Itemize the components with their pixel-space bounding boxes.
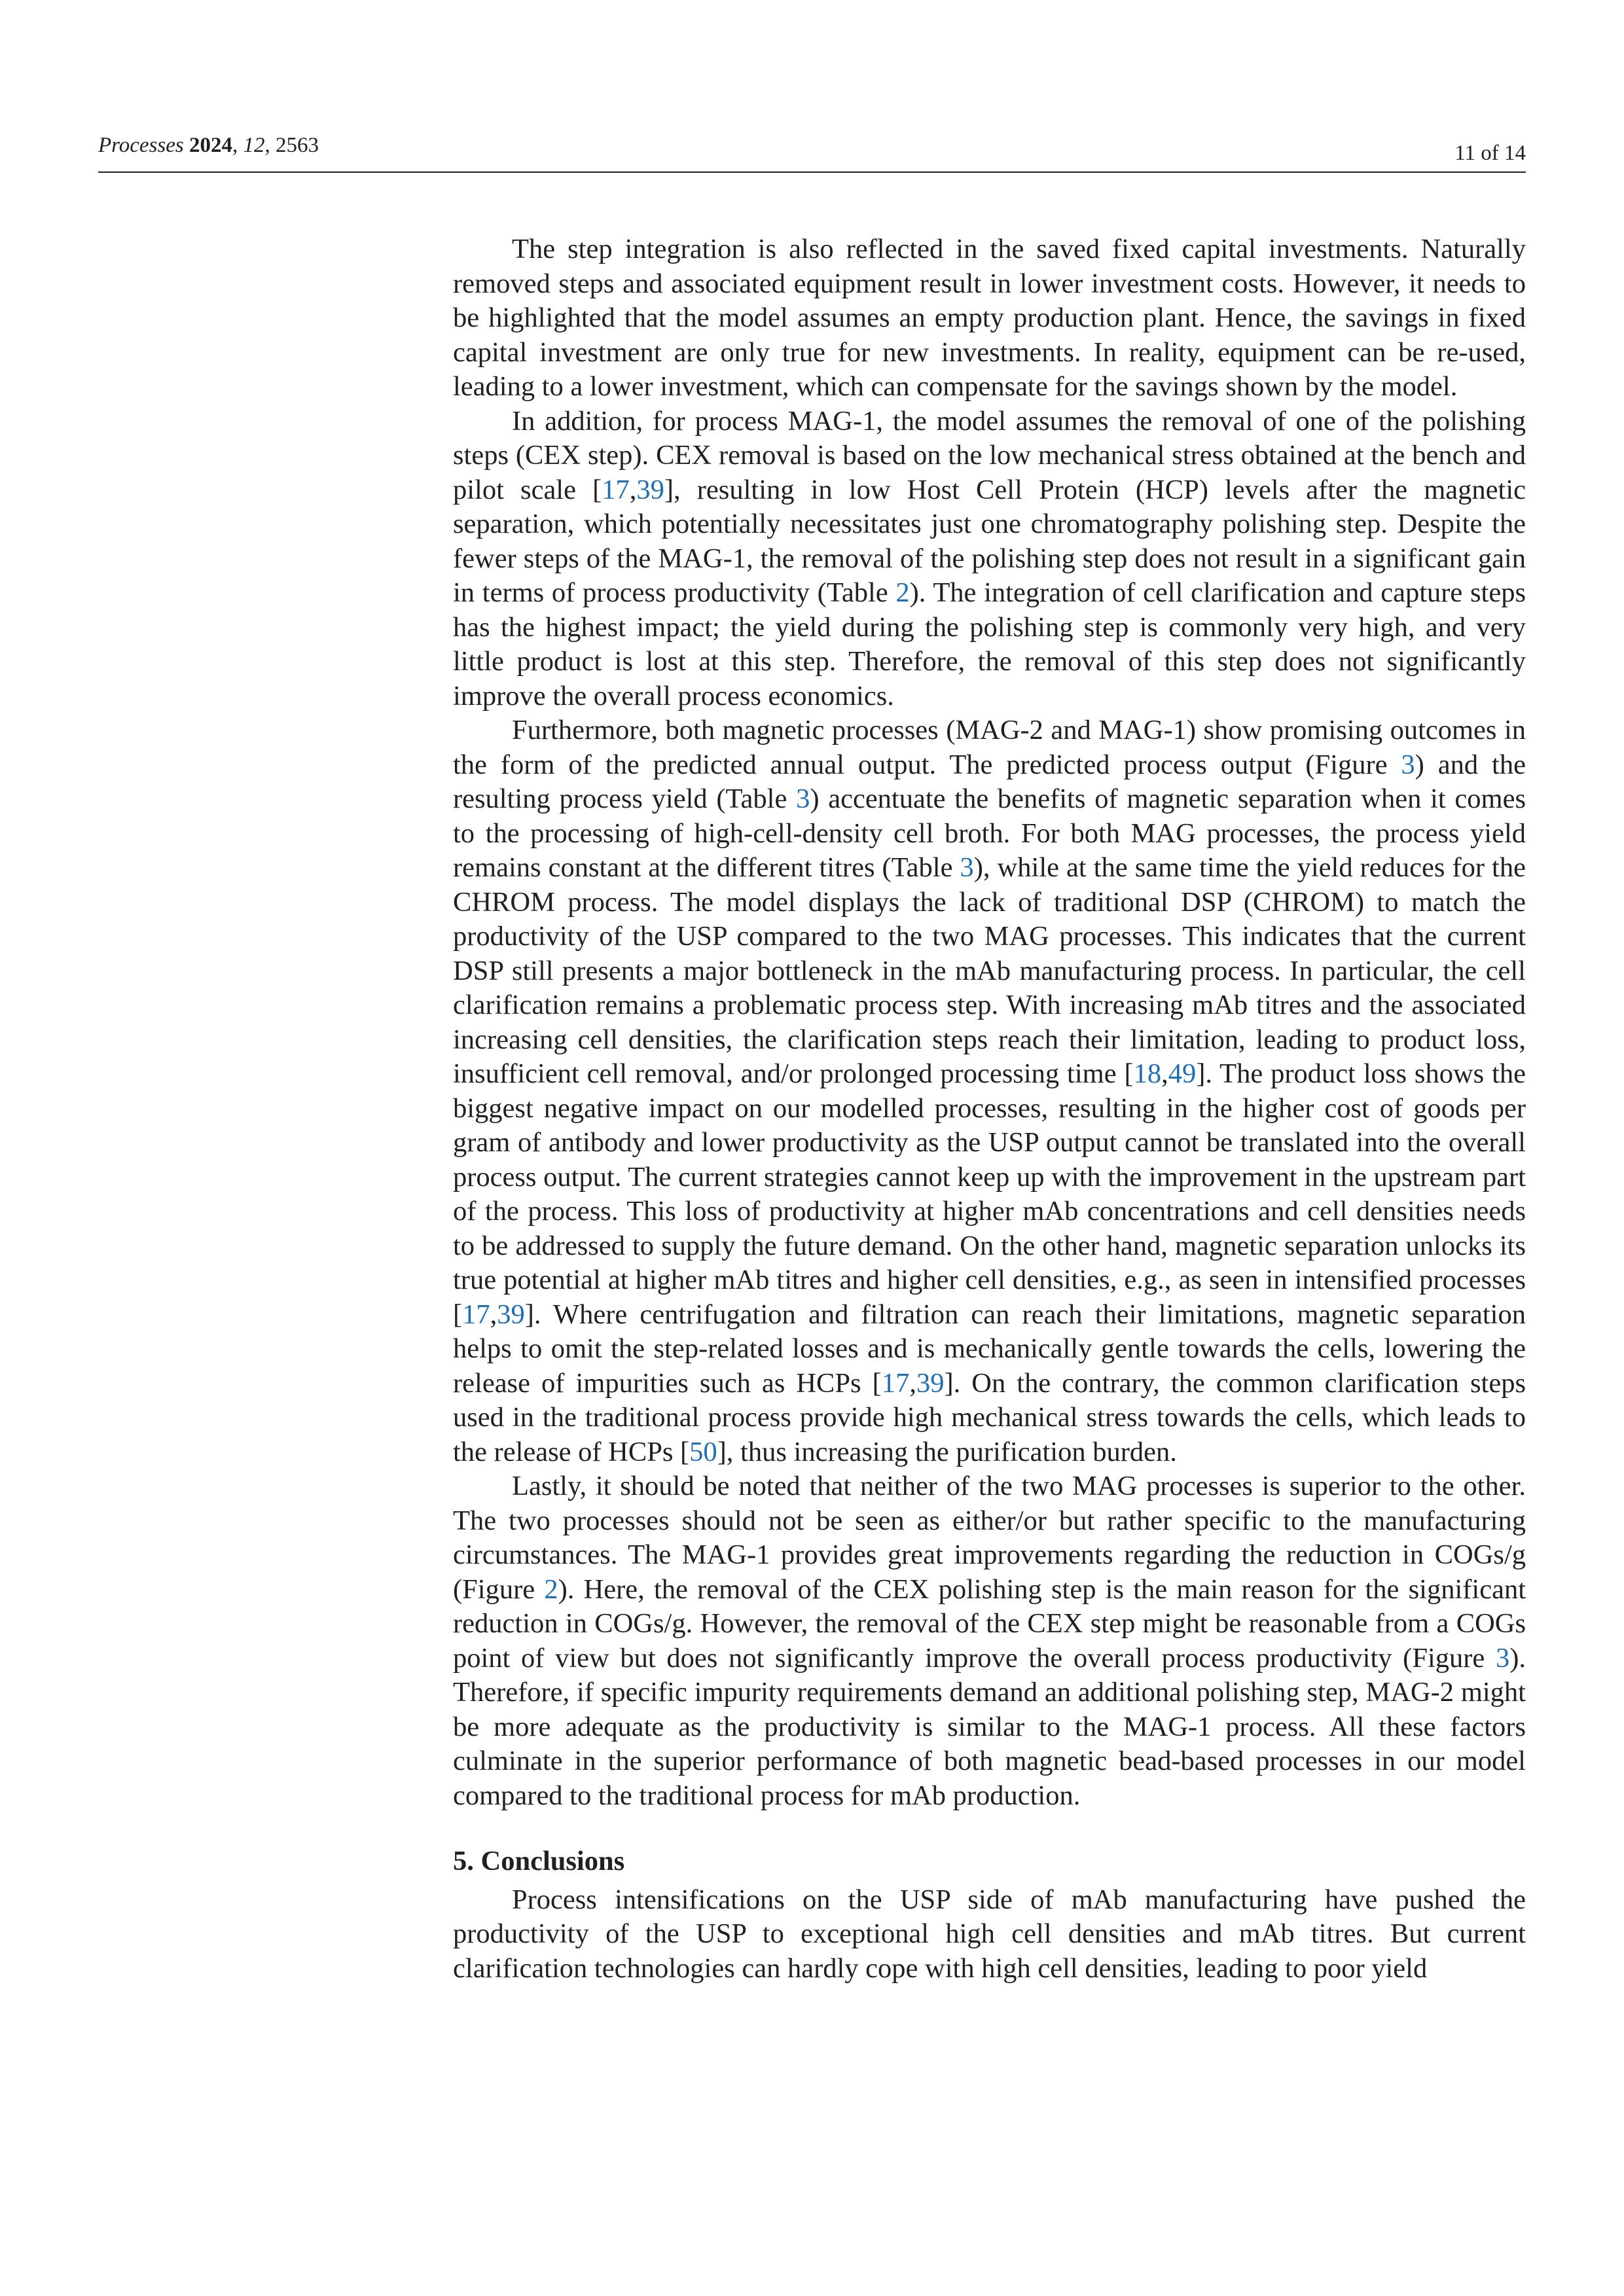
- conclusions-paragraphs: [453, 1883, 1526, 1986]
- paragraph-text: ,: [1161, 1058, 1168, 1089]
- paragraph-text: The step integration is also reflected in the saved fixed capital investments. Naturally removed steps and associated equipment result in lower investment costs. However, it needs to be highlighted that the model assumes an empty production plant. Hence, the savings in fixed capital investment are only true for new investments. In reality, equipment can be re-used, leading to a lower investment, which can compensate for the savings shown by the model.: [453, 234, 1526, 402]
- paragraph-text: Process intensifications on the USP side of mAb manufacturing have pushed the productivity of the USP to exceptional high cell densities and mAb titres. But current clarification technologies can hardly cope with high cell densities, leading to poor yield: [453, 1884, 1526, 1984]
- journal-name: Processes: [98, 134, 184, 157]
- section-heading: 5. Conclusions: [453, 1846, 625, 1876]
- citation-link[interactable]: 50: [689, 1436, 717, 1467]
- journal-citation: Processes 2024, 12, 2563: [98, 134, 319, 157]
- citation-link[interactable]: 3: [1401, 749, 1415, 780]
- paragraph-text: ]. Where centrifugation and filtration can reach their limitations, magnetic separation helps to omit the step-related losses and is mechanically gentle towards the cells, lowering the release of impurities such as HCPs [: [453, 1299, 1526, 1399]
- citation-link[interactable]: 18: [1133, 1058, 1162, 1089]
- paragraph-text: ,: [490, 1299, 497, 1330]
- paragraph-text: Lastly, it should be noted that neither of the two MAG processes is superior to the other. The two processes should not be seen as either/or but rather specific to the manufacturing circumstances. The MAG-1 provides great improvements regarding the reduction in COGs/g (Figure: [453, 1471, 1526, 1605]
- journal-volume: 12: [243, 134, 265, 157]
- paragraph: [453, 1469, 1526, 1813]
- page-header: [98, 132, 1526, 173]
- citation-link[interactable]: 39: [916, 1367, 945, 1399]
- citation-link[interactable]: 3: [796, 783, 810, 814]
- citation-link[interactable]: 17: [881, 1367, 910, 1399]
- paragraph-text: ) and the resulting process yield (Table: [453, 749, 1526, 814]
- paragraph-text: Furthermore, both magnetic processes (MAG-2 and MAG-1) show promising outcomes in the form of the predicted annual output. The predicted process output (Figure: [453, 715, 1526, 780]
- paragraph-text: ,: [909, 1367, 916, 1399]
- paragraph-text: ,: [629, 474, 637, 505]
- paragraph-text: ]. On the contrary, the common clarification steps used in the traditional process provide high mechanical stress towards the cells, which leads to the release of HCPs [: [453, 1367, 1526, 1467]
- paragraph-text: ], resulting in low Host Cell Protein (HCP) levels after the magnetic separation, which potentially necessitates just one chromatography polishing step. Despite the fewer steps of the MAG-1, the removal of the polishing step does not result in a significant gain in terms of process productivity (Table: [453, 474, 1526, 608]
- citation-link[interactable]: 2: [895, 577, 910, 608]
- discussion-paragraphs: [453, 232, 1526, 1813]
- citation-link[interactable]: 17: [462, 1299, 490, 1330]
- citation-link[interactable]: 39: [497, 1299, 525, 1330]
- paragraph: [453, 404, 1526, 714]
- article-body: [453, 232, 1526, 1986]
- page-number: 11 of 14: [1454, 141, 1526, 165]
- paragraph-text: ], thus increasing the purification burden.: [717, 1436, 1177, 1467]
- paragraph-text: ) accentuate the benefits of magnetic separation when it comes to the processing of high-cell-density cell broth. For both MAG processes, the process yield remains constant at the different titres (Table: [453, 783, 1526, 883]
- paragraph-text: ]. The product loss shows the biggest negative impact on our modelled processes, resulting in the higher cost of goods per gram of antibody and lower productivity as the USP output cannot be translated into the overall process output. The current strategies cannot keep up with the improvement in the upstream part of the process. This loss of productivity at higher mAb concentrations and cell densities needs to be addressed to supply the future demand. On the other hand, magnetic separation unlocks its true potential at higher mAb titres and higher cell densities, e.g., as seen in intensified processes [: [453, 1058, 1526, 1330]
- paragraph: [453, 1883, 1526, 1986]
- citation-link[interactable]: 3: [1495, 1642, 1510, 1674]
- paragraph-text: In addition, for process MAG-1, the model assumes the removal of one of the polishing steps (CEX step). CEX removal is based on the low mechanical stress obtained at the bench and pilot scale [: [453, 405, 1526, 505]
- paragraph: [453, 713, 1526, 1469]
- citation-link[interactable]: 2: [544, 1573, 558, 1605]
- article-number: 2563: [276, 134, 319, 157]
- paragraph-text: ). Here, the removal of the CEX polishing step is the main reason for the significant reduction in COGs/g. However, the removal of the CEX step might be reasonable from a COGs point of view but does not significantly improve the overall process productivity (Figure: [453, 1573, 1526, 1674]
- paragraph-text: ). The integration of cell clarification and capture steps has the highest impact; the yield during the polishing step is commonly very high, and very little product is lost at this step. Therefore, the removal of this step does not significantly improve the overall process economics.: [453, 577, 1526, 711]
- paragraph-text: ), while at the same time the yield reduces for the CHROM process. The model displays the lack of traditional DSP (CHROM) to match the productivity of the USP compared to the two MAG processes. This indicates that the current DSP still presents a major bottleneck in the mAb manufacturing process. In particular, the cell clarification remains a problematic process step. With increasing mAb titres and the associated increasing cell densities, the clarification steps reach their limitation, leading to product loss, insufficient cell removal, and/or prolonged processing time [: [453, 852, 1526, 1089]
- paragraph: [453, 232, 1526, 404]
- paragraph-text: ). Therefore, if specific impurity requirements demand an additional polishing step, MAG-2 might be more adequate as the productivity is similar to the MAG-1 process. All these factors culminate in the superior performance of both magnetic bead-based processes in our model compared to the traditional process for mAb production.: [453, 1642, 1526, 1811]
- citation-link[interactable]: 3: [960, 852, 974, 883]
- journal-year: 2024: [189, 134, 232, 157]
- citation-link[interactable]: 39: [636, 474, 664, 505]
- citation-link[interactable]: 17: [602, 474, 630, 505]
- citation-link[interactable]: 49: [1168, 1058, 1197, 1089]
